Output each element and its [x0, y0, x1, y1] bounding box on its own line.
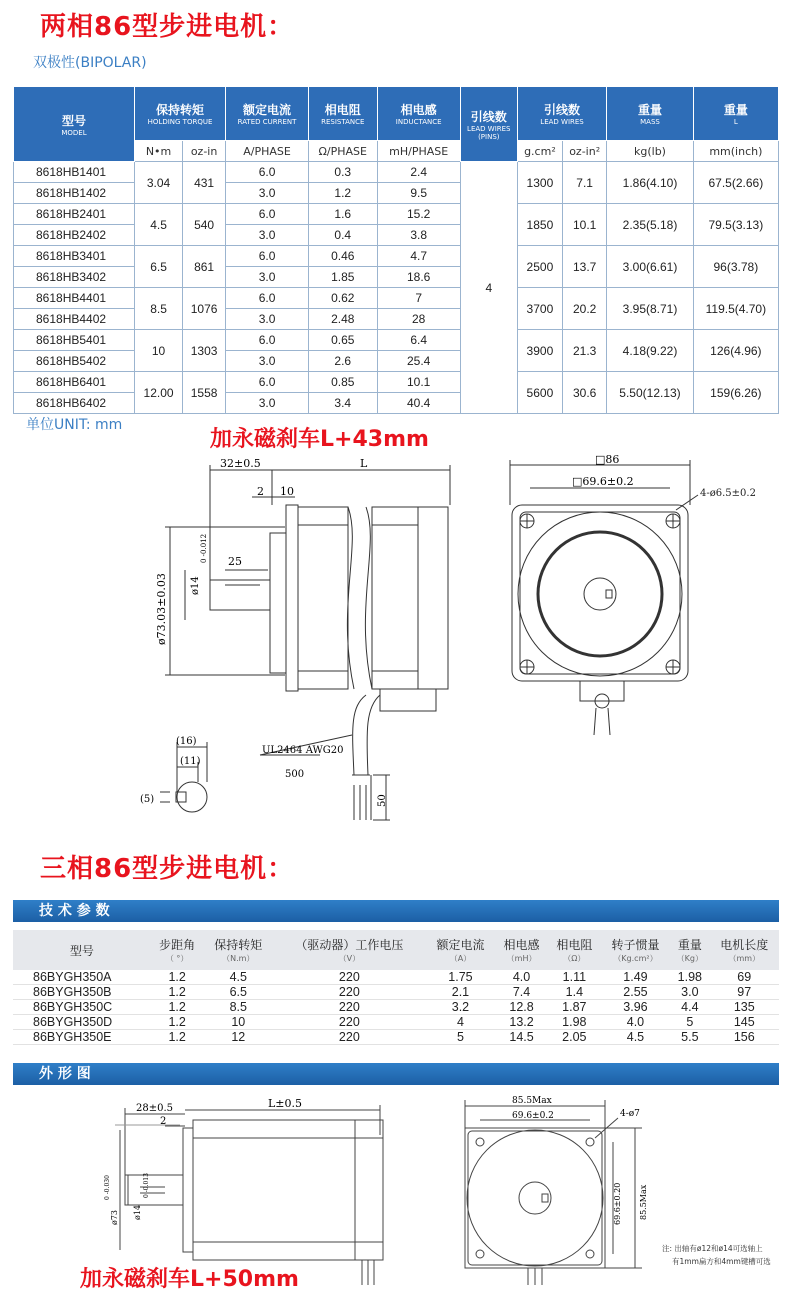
table-cell: 220 [273, 985, 426, 1000]
table-cell: 86BYGH350D [13, 1015, 151, 1030]
resistance-cell: 0.65 [308, 330, 377, 351]
table-cell: 86BYGH350E [13, 1030, 151, 1045]
table-row [14, 246, 779, 267]
table-cell: 1.2 [151, 1000, 204, 1015]
inductance-cell: 4.7 [377, 246, 460, 267]
header-cell: 额定电流 （A） [426, 930, 495, 970]
table-row [14, 204, 779, 225]
table-cell: 14.5 [495, 1030, 548, 1045]
inertia-g-cell: 1850 [517, 204, 562, 246]
table-cell: 1.2 [151, 1030, 204, 1045]
table-cell: 1.2 [151, 970, 204, 985]
table-cell: 86BYGH350B [13, 985, 151, 1000]
header-lead-wires: 引线数 LEAD WIRES (PINS) [460, 87, 517, 162]
resistance-cell: 0.62 [308, 288, 377, 309]
table-row [14, 162, 779, 183]
table-cell: 135 [710, 1000, 780, 1015]
header-cell: 相电阻 （Ω） [548, 930, 601, 970]
table-cell: 4.4 [670, 1000, 709, 1015]
current-cell: 3.0 [226, 183, 309, 204]
torque-nm-cell: 8.5 [135, 288, 183, 330]
table-row [14, 330, 779, 351]
unit-cell: oz-in² [563, 141, 607, 162]
header-resistance: 相电阻 RESISTANCE [308, 87, 377, 141]
unit-cell: A/PHASE [226, 141, 309, 162]
unit-cell: N•m [135, 141, 183, 162]
brake-note-top: 加永磁刹车L+43mm [210, 427, 429, 452]
table-cell: 1.98 [548, 1015, 601, 1030]
table-cell: 4 [426, 1015, 495, 1030]
tech-params-bar: 技 术 参 数 [13, 900, 779, 922]
dim-shaft-14: ø14 [133, 1205, 142, 1220]
model-cell: 8618HB4401 [14, 288, 135, 309]
current-cell: 6.0 [226, 372, 309, 393]
inductance-cell: 40.4 [377, 393, 460, 414]
table-cell: 69 [710, 970, 780, 985]
current-cell: 6.0 [226, 246, 309, 267]
current-cell: 3.0 [226, 309, 309, 330]
two-phase-front-drawing [500, 450, 710, 740]
table-cell: 220 [273, 1030, 426, 1045]
header-length: 重量 L [693, 87, 778, 141]
mass-cell: 4.18(9.22) [607, 330, 693, 372]
inductance-cell: 28 [377, 309, 460, 330]
current-cell: 3.0 [226, 393, 309, 414]
current-cell: 6.0 [226, 162, 309, 183]
current-cell: 3.0 [226, 267, 309, 288]
inductance-cell: 25.4 [377, 351, 460, 372]
torque-nm-cell: 3.04 [135, 162, 183, 204]
torque-oz-cell: 1076 [183, 288, 226, 330]
torque-oz-cell: 540 [183, 204, 226, 246]
resistance-cell: 1.6 [308, 204, 377, 225]
dim-85max: 85.5Max [512, 1096, 552, 1106]
header-cell: 转子惯量 （Kg.cm²） [601, 930, 670, 970]
key-16: (16) [176, 736, 197, 747]
resistance-cell: 1.85 [308, 267, 377, 288]
table-cell: 220 [273, 970, 426, 985]
header-cell: 保持转矩 （N.m） [204, 930, 273, 970]
resistance-cell: 2.6 [308, 351, 377, 372]
table-cell: 1.11 [548, 970, 601, 985]
mass-cell: 3.95(8.71) [607, 288, 693, 330]
inertia-g-cell: 1300 [517, 162, 562, 204]
table-cell: 220 [273, 1000, 426, 1015]
dim-L: L [360, 457, 368, 470]
resistance-cell: 0.3 [308, 162, 377, 183]
header-model: 型号 MODEL [14, 87, 135, 162]
model-cell: 8618HB6402 [14, 393, 135, 414]
inertia-g-cell: 3900 [517, 330, 562, 372]
table-cell: 1.87 [548, 1000, 601, 1015]
inductance-cell: 18.6 [377, 267, 460, 288]
table-cell: 1.49 [601, 970, 670, 985]
table-cell: 1.75 [426, 970, 495, 985]
current-cell: 6.0 [226, 330, 309, 351]
three-phase-side-drawing [100, 1090, 420, 1290]
outline-bar: 外 形 图 [13, 1063, 779, 1085]
dim-pilot: ø73.03±0.03 [155, 573, 168, 645]
table-row [13, 1015, 779, 1030]
inductance-cell: 10.1 [377, 372, 460, 393]
mass-cell: 3.00(6.61) [607, 246, 693, 288]
dim-85-vertical: 85.5Max [639, 1184, 648, 1220]
inductance-cell: 2.4 [377, 162, 460, 183]
model-cell: 8618HB6401 [14, 372, 135, 393]
torque-oz-cell: 1558 [183, 372, 226, 414]
mass-cell: 5.50(12.13) [607, 372, 693, 414]
resistance-cell: 0.46 [308, 246, 377, 267]
table-row [14, 372, 779, 393]
table-cell: 1.4 [548, 985, 601, 1000]
current-cell: 3.0 [226, 225, 309, 246]
current-cell: 6.0 [226, 204, 309, 225]
bipolar-subtitle: 双极性(BIPOLAR) [33, 55, 147, 71]
table-cell: 2.1 [426, 985, 495, 1000]
inductance-cell: 7 [377, 288, 460, 309]
table-cell: 2.55 [601, 985, 670, 1000]
length-cell: 67.5(2.66) [693, 162, 778, 204]
header-cell: 电机长度 （mm） [710, 930, 780, 970]
header-rated-current: 额定电流 RATED CURRENT [226, 87, 309, 141]
table-cell: 10 [204, 1015, 273, 1030]
length-cell: 119.5(4.70) [693, 288, 778, 330]
table-cell: 220 [273, 1015, 426, 1030]
table-cell: 3.0 [670, 985, 709, 1000]
table-cell: 13.2 [495, 1015, 548, 1030]
dim-sq86: □86 [595, 453, 620, 466]
resistance-cell: 0.4 [308, 225, 377, 246]
table-cell: 12.8 [495, 1000, 548, 1015]
model-cell: 8618HB3401 [14, 246, 135, 267]
unit-cell: g.cm² [517, 141, 562, 162]
header-cell: 相电感 （mH） [495, 930, 548, 970]
header-cell: （驱动器）工作电压 （V） [273, 930, 426, 970]
table-cell: 4.5 [204, 970, 273, 985]
inertia-g-cell: 3700 [517, 288, 562, 330]
table-cell: 1.98 [670, 970, 709, 985]
torque-oz-cell: 861 [183, 246, 226, 288]
dim-69-bottom: 69.6±0.2 [512, 1111, 554, 1121]
inertia-g-cell: 5600 [517, 372, 562, 414]
unit-label: 单位UNIT: mm [26, 417, 123, 433]
model-cell: 8618HB2402 [14, 225, 135, 246]
inertia-oz-cell: 10.1 [563, 204, 607, 246]
table-row [13, 1000, 779, 1015]
table-row [13, 970, 779, 985]
table-cell: 4.5 [601, 1030, 670, 1045]
two-phase-spec-table [13, 86, 779, 414]
length-cell: 96(3.78) [693, 246, 778, 288]
lead-wires-cell: 4 [460, 162, 517, 414]
table-cell: 12 [204, 1030, 273, 1045]
unit-cell: Ω/PHASE [308, 141, 377, 162]
dim-25: 25 [228, 555, 242, 568]
table-cell: 1.2 [151, 985, 204, 1000]
unit-cell: kg(lb) [607, 141, 693, 162]
inertia-g-cell: 2500 [517, 246, 562, 288]
three-phase-title: 三相86型步进电机： [40, 854, 295, 884]
inertia-oz-cell: 21.3 [563, 330, 607, 372]
dim-50: 50 [377, 794, 388, 807]
unit-cell: oz-in [183, 141, 226, 162]
table-cell: 2.05 [548, 1030, 601, 1045]
inductance-cell: 15.2 [377, 204, 460, 225]
length-cell: 126(4.96) [693, 330, 778, 372]
current-cell: 3.0 [226, 351, 309, 372]
table-cell: 5 [426, 1030, 495, 1045]
three-phase-spec-table [13, 930, 779, 1045]
dim-32: 32±0.5 [220, 457, 261, 470]
model-cell: 8618HB5402 [14, 351, 135, 372]
torque-nm-cell: 6.5 [135, 246, 183, 288]
dim-28: 28±0.5 [136, 1103, 174, 1114]
dim-2: 2 [257, 485, 264, 498]
dim-holes: 4-ø6.5±0.2 [700, 488, 756, 499]
inductance-cell: 3.8 [377, 225, 460, 246]
key-11: (11) [180, 756, 201, 767]
length-cell: 79.5(3.13) [693, 204, 778, 246]
table-cell: 3.96 [601, 1000, 670, 1015]
table-row [13, 985, 779, 1000]
table-cell: 1.2 [151, 1015, 204, 1030]
table-cell: 6.5 [204, 985, 273, 1000]
key-5: (5) [140, 794, 155, 805]
resistance-cell: 0.85 [308, 372, 377, 393]
torque-nm-cell: 4.5 [135, 204, 183, 246]
mass-cell: 2.35(5.18) [607, 204, 693, 246]
table-row [14, 288, 779, 309]
table-cell: 145 [710, 1015, 780, 1030]
resistance-cell: 2.48 [308, 309, 377, 330]
model-cell: 8618HB1402 [14, 183, 135, 204]
header-cell: 型号 [13, 930, 151, 970]
resistance-cell: 1.2 [308, 183, 377, 204]
header-cell: 重量 （Kg） [670, 930, 709, 970]
dim-69-vertical: 69.6±0.20 [613, 1182, 622, 1225]
table-cell: 97 [710, 985, 780, 1000]
dim-pilot-73: ø73 [110, 1210, 119, 1225]
model-cell: 8618HB1401 [14, 162, 135, 183]
table-cell: 156 [710, 1030, 780, 1045]
inertia-oz-cell: 30.6 [563, 372, 607, 414]
wire-length: 500 [285, 769, 305, 780]
two-phase-title: 两相86型步进电机： [40, 12, 295, 42]
header-inductance: 相电感 INDUCTANCE [377, 87, 460, 141]
header-cell: 步距角 （ °） [151, 930, 204, 970]
inertia-oz-cell: 7.1 [563, 162, 607, 204]
inertia-oz-cell: 13.7 [563, 246, 607, 288]
dim-sq69: □69.6±0.2 [572, 475, 634, 488]
length-cell: 159(6.26) [693, 372, 778, 414]
current-cell: 6.0 [226, 288, 309, 309]
header-lead-wires-2: 引线数 LEAD WIRES [517, 87, 606, 141]
inductance-cell: 6.4 [377, 330, 460, 351]
dim-shaft-tol-bottom: 0 -0.013 [143, 1173, 150, 1198]
inertia-oz-cell: 20.2 [563, 288, 607, 330]
table-cell: 5 [670, 1015, 709, 1030]
table-row [13, 1030, 779, 1045]
header-holding-torque: 保持转矩 HOLDING TORQUE [135, 87, 226, 141]
dim-pilot-tol: 0 -0.030 [104, 1175, 111, 1200]
table-cell: 86BYGH350C [13, 1000, 151, 1015]
header-mass: 重量 MASS [607, 87, 693, 141]
table-cell: 4.0 [495, 970, 548, 985]
inductance-cell: 9.5 [377, 183, 460, 204]
brake-note-bottom: 加永磁刹车L+50mm [80, 1267, 299, 1292]
wire-type: UL2464 AWG20 [262, 745, 344, 756]
mass-cell: 1.86(4.10) [607, 162, 693, 204]
table-cell: 4.0 [601, 1015, 670, 1030]
model-cell: 8618HB3402 [14, 267, 135, 288]
torque-nm-cell: 12.00 [135, 372, 183, 414]
shaft-note-1: 注: 出轴有ø12和ø14可选轴上 [662, 1244, 763, 1253]
model-cell: 8618HB5401 [14, 330, 135, 351]
table-cell: 86BYGH350A [13, 970, 151, 985]
table-cell: 8.5 [204, 1000, 273, 1015]
torque-oz-cell: 1303 [183, 330, 226, 372]
model-cell: 8618HB2401 [14, 204, 135, 225]
unit-cell: mH/PHASE [377, 141, 460, 162]
unit-cell: mm(inch) [693, 141, 778, 162]
keyway-detail-drawing [140, 732, 230, 822]
table-cell: 5.5 [670, 1030, 709, 1045]
torque-nm-cell: 10 [135, 330, 183, 372]
table-cell: 7.4 [495, 985, 548, 1000]
dim-shaft: ø14 [190, 576, 201, 595]
shaft-note-2: 有1mm扁方和4mm键槽可选 [672, 1257, 771, 1266]
dim-2-bottom: 2 [160, 1116, 167, 1127]
model-cell: 8618HB4402 [14, 309, 135, 330]
dim-shaft-tol: 0 -0.012 [200, 533, 208, 563]
torque-oz-cell: 431 [183, 162, 226, 204]
dim-L-05: L±0.5 [268, 1097, 303, 1110]
dim-holes-bottom: 4-ø7 [620, 1109, 640, 1119]
resistance-cell: 3.4 [308, 393, 377, 414]
three-phase-front-drawing [450, 1090, 660, 1290]
table-cell: 3.2 [426, 1000, 495, 1015]
dim-10: 10 [280, 485, 294, 498]
